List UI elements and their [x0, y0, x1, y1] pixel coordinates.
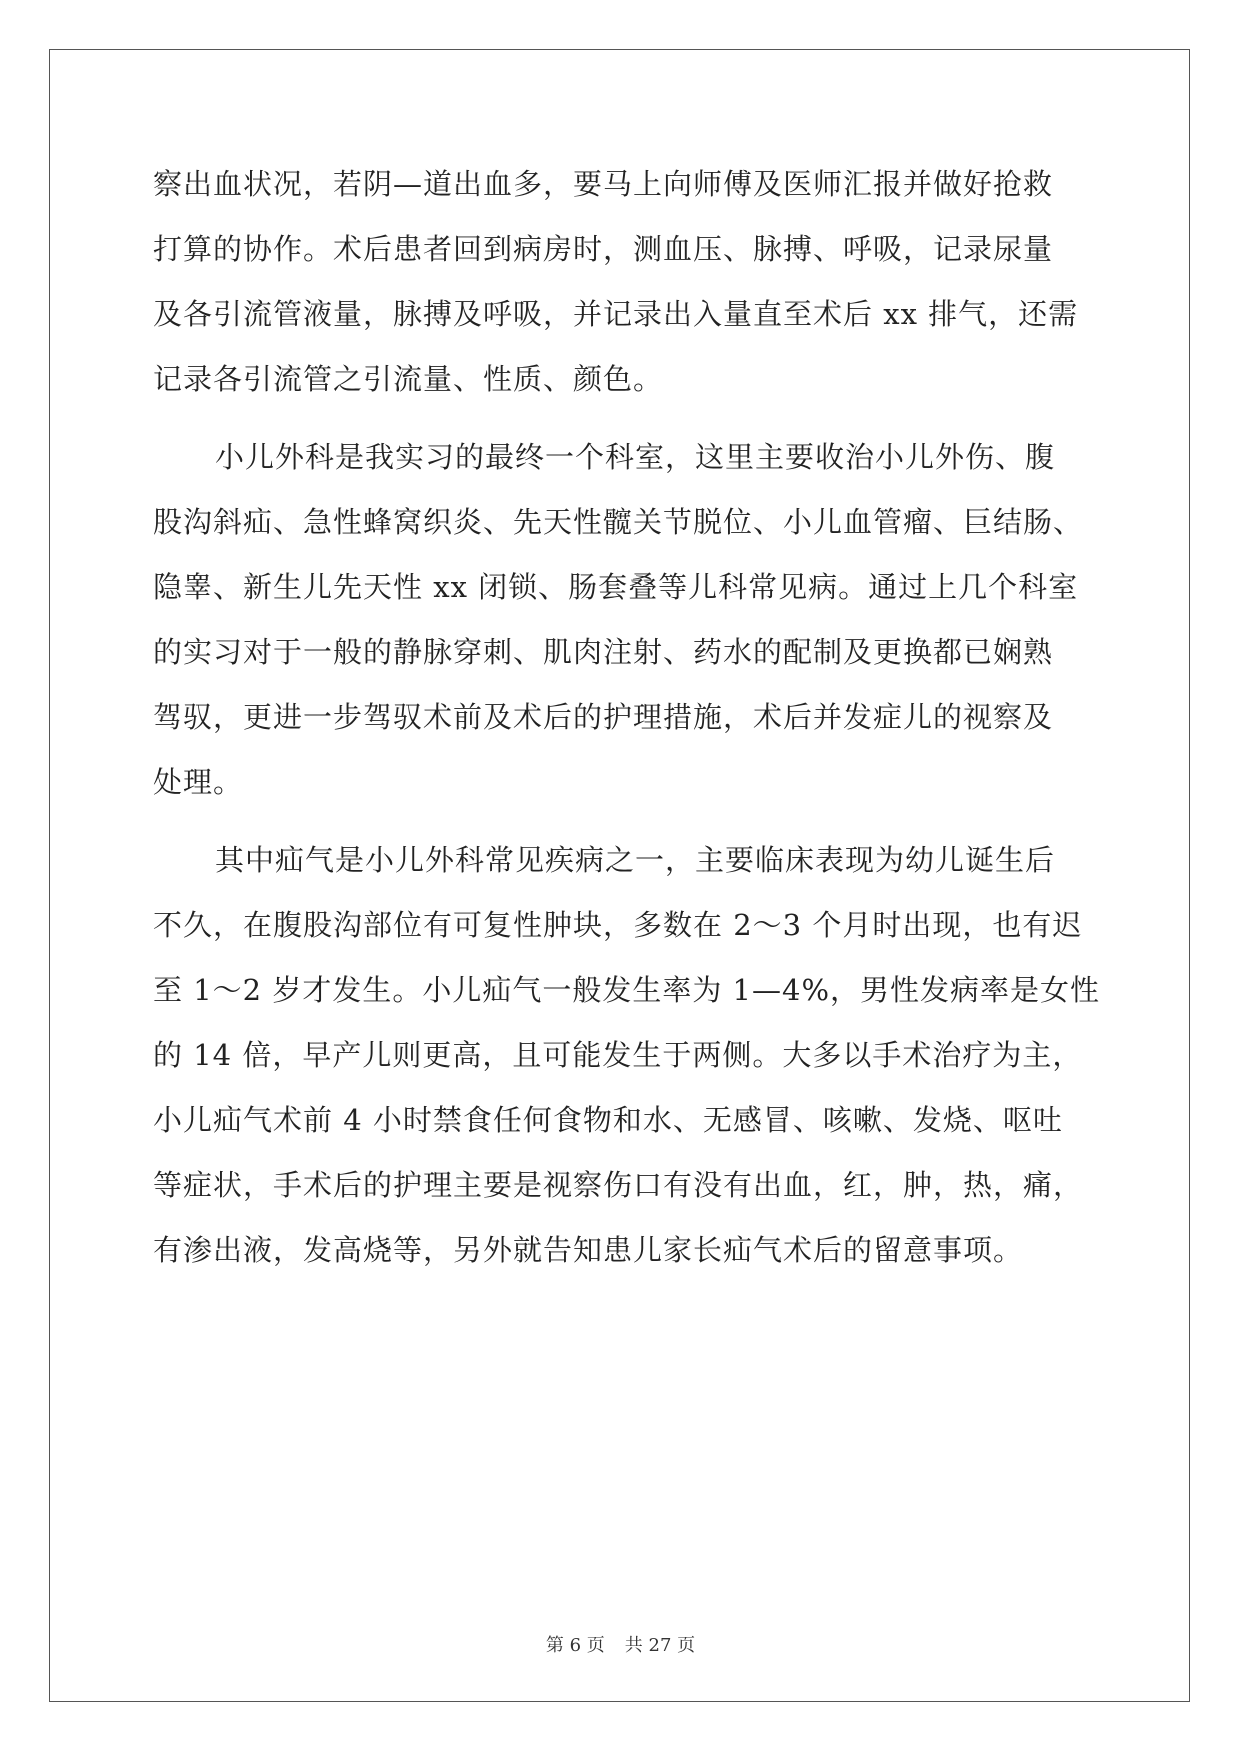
text-line: 的 14 倍，早产儿则更高，且可能发生于两侧。大多以手术治疗为主， [153, 1038, 1083, 1072]
page-footer [0, 1631, 1241, 1657]
text-line: 至 1～2 岁才发生。小儿疝气一般发生率为 1—4%，男性发病率是女性 [153, 973, 1101, 1007]
document-body [153, 164, 1101, 1295]
text-line: 小儿疝气术前 4 小时禁食任何食物和水、无感冒、咳嗽、发烧、呕吐 [153, 1103, 1063, 1137]
text-line: 其中疝气是小儿外科常见疾病之一，主要临床表现为幼儿诞生后 [215, 843, 1056, 877]
text-line: 隐睾、新生儿先天性 xx 闭锁、肠套叠等儿科常见病。通过上几个科室 [153, 570, 1079, 604]
text-line: 小儿外科是我实习的最终一个科室，这里主要收治小儿外伤、腹 [215, 440, 1056, 474]
text-line: 有渗出液，发高烧等，另外就告知患儿家长疝气术后的留意事项。 [153, 1233, 1024, 1267]
text-line: 的实习对于一般的静脉穿刺、肌肉注射、药水的配制及更换都已娴熟 [153, 635, 1054, 669]
text-line: 股沟斜疝、急性蜂窝织炎、先天性髋关节脱位、小儿血管瘤、巨结肠、 [153, 505, 1084, 539]
text-line: 等症状，手术后的护理主要是视察伤口有没有出血，红，肿，热，痛， [153, 1168, 1084, 1202]
text-line: 驾驭，更进一步驾驭术前及术后的护理措施，术后并发症儿的视察及 [153, 700, 1054, 734]
text-line: 不久，在腹股沟部位有可复性肿块，多数在 2～3 个月时出现，也有迟 [153, 908, 1083, 942]
text-line: 处理。 [153, 765, 244, 799]
page-total: 共 27 页 [624, 1635, 696, 1656]
text-line: 察出血状况，若阴—道出血多，要马上向师傅及医师汇报并做好抢救 [153, 167, 1054, 201]
text-line: 记录各引流管之引流量、性质、颜色。 [153, 362, 664, 396]
text-line: 打算的协作。术后患者回到病房时，测血压、脉搏、呼吸，记录尿量 [153, 232, 1054, 266]
text-line: 及各引流管液量，脉搏及呼吸，并记录出入量直至术后 xx 排气，还需 [153, 297, 1079, 331]
page-number: 第 6 页 [545, 1635, 605, 1656]
